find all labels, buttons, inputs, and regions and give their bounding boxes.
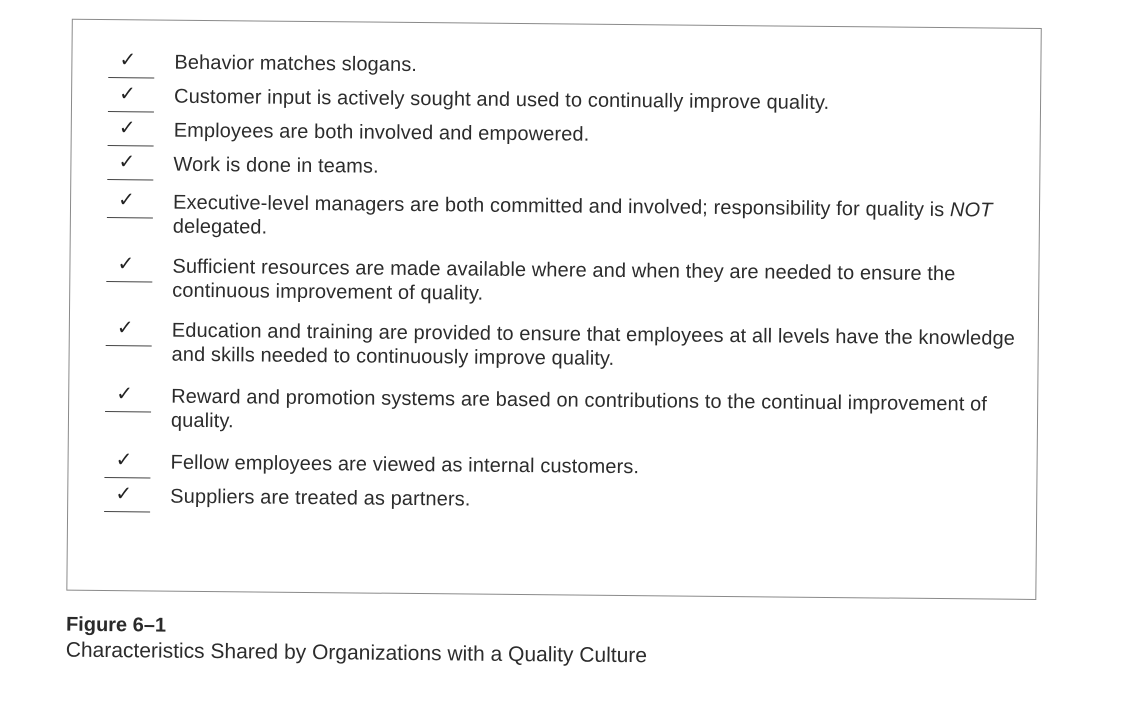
check-underline	[104, 511, 150, 512]
check-icon: ✓	[118, 149, 136, 174]
checkbox	[102, 447, 150, 478]
item-text-emphasis: NOT	[949, 199, 993, 222]
check-icon: ✓	[119, 47, 137, 72]
check-underline	[106, 345, 152, 346]
checklist-box	[66, 19, 1041, 600]
check-underline	[108, 145, 154, 146]
check-underline	[106, 281, 152, 282]
item-text: Employees are both involved and empowered.	[173, 119, 590, 146]
check-icon: ✓	[116, 381, 134, 406]
checkbox	[102, 481, 150, 512]
checklist-item	[103, 381, 1031, 441]
check-underline	[105, 411, 151, 412]
check-underline	[107, 179, 153, 180]
checklist-item	[106, 115, 1034, 155]
item-text: Work is done in teams.	[173, 153, 379, 178]
checkbox	[104, 251, 152, 282]
checkbox	[106, 47, 154, 78]
checklist-item	[105, 187, 1033, 247]
checkbox	[103, 381, 151, 412]
figure-label: Figure 6–1	[65, 613, 167, 637]
check-underline	[107, 217, 153, 218]
check-icon: ✓	[115, 447, 133, 472]
checklist-item	[105, 149, 1033, 189]
item-text: Customer input is actively sought and used to continually improve quality.	[173, 85, 830, 114]
item-text: Fellow employees are viewed as internal customers.	[170, 451, 640, 479]
check-icon: ✓	[115, 481, 133, 506]
figure-title: Characteristics Shared by Organizations with a Quality Culture	[65, 638, 648, 668]
checkbox	[105, 187, 153, 218]
checklist-item	[104, 251, 1032, 311]
checklist-item	[103, 315, 1031, 375]
figure-caption	[66, 613, 966, 674]
checklist-item	[102, 447, 1030, 487]
checklist-item	[102, 481, 1030, 521]
check-underline	[104, 477, 150, 478]
checkbox	[106, 115, 154, 146]
item-text: Reward and promotion systems are based on contributions to the continual improvement of quality.	[170, 385, 988, 433]
check-underline	[108, 111, 154, 112]
check-icon: ✓	[118, 115, 136, 140]
check-icon: ✓	[118, 81, 136, 106]
item-text: Education and training are provided to ensure that employees at all levels have the knowledge and skills needed to continuously improve quality.	[171, 319, 1016, 370]
check-icon: ✓	[117, 187, 135, 212]
checkbox	[105, 149, 153, 180]
checkbox	[106, 81, 154, 112]
checklist-item	[106, 81, 1034, 121]
item-text: Sufficient resources are made available where and when they are needed to ensure the continuous improvement of quality.	[172, 255, 956, 305]
item-text	[173, 191, 1033, 247]
item-text: Behavior matches slogans.	[174, 51, 418, 77]
item-text: Suppliers are treated as partners.	[170, 485, 471, 511]
checklist-item	[106, 47, 1034, 87]
item-text-part: delegated.	[172, 215, 268, 239]
item-text-part: Executive-level managers are both committed and involved; responsibility for quality is	[172, 191, 951, 222]
check-underline	[108, 77, 154, 78]
check-icon: ✓	[117, 251, 135, 276]
check-icon: ✓	[116, 315, 134, 340]
checkbox	[104, 315, 152, 346]
